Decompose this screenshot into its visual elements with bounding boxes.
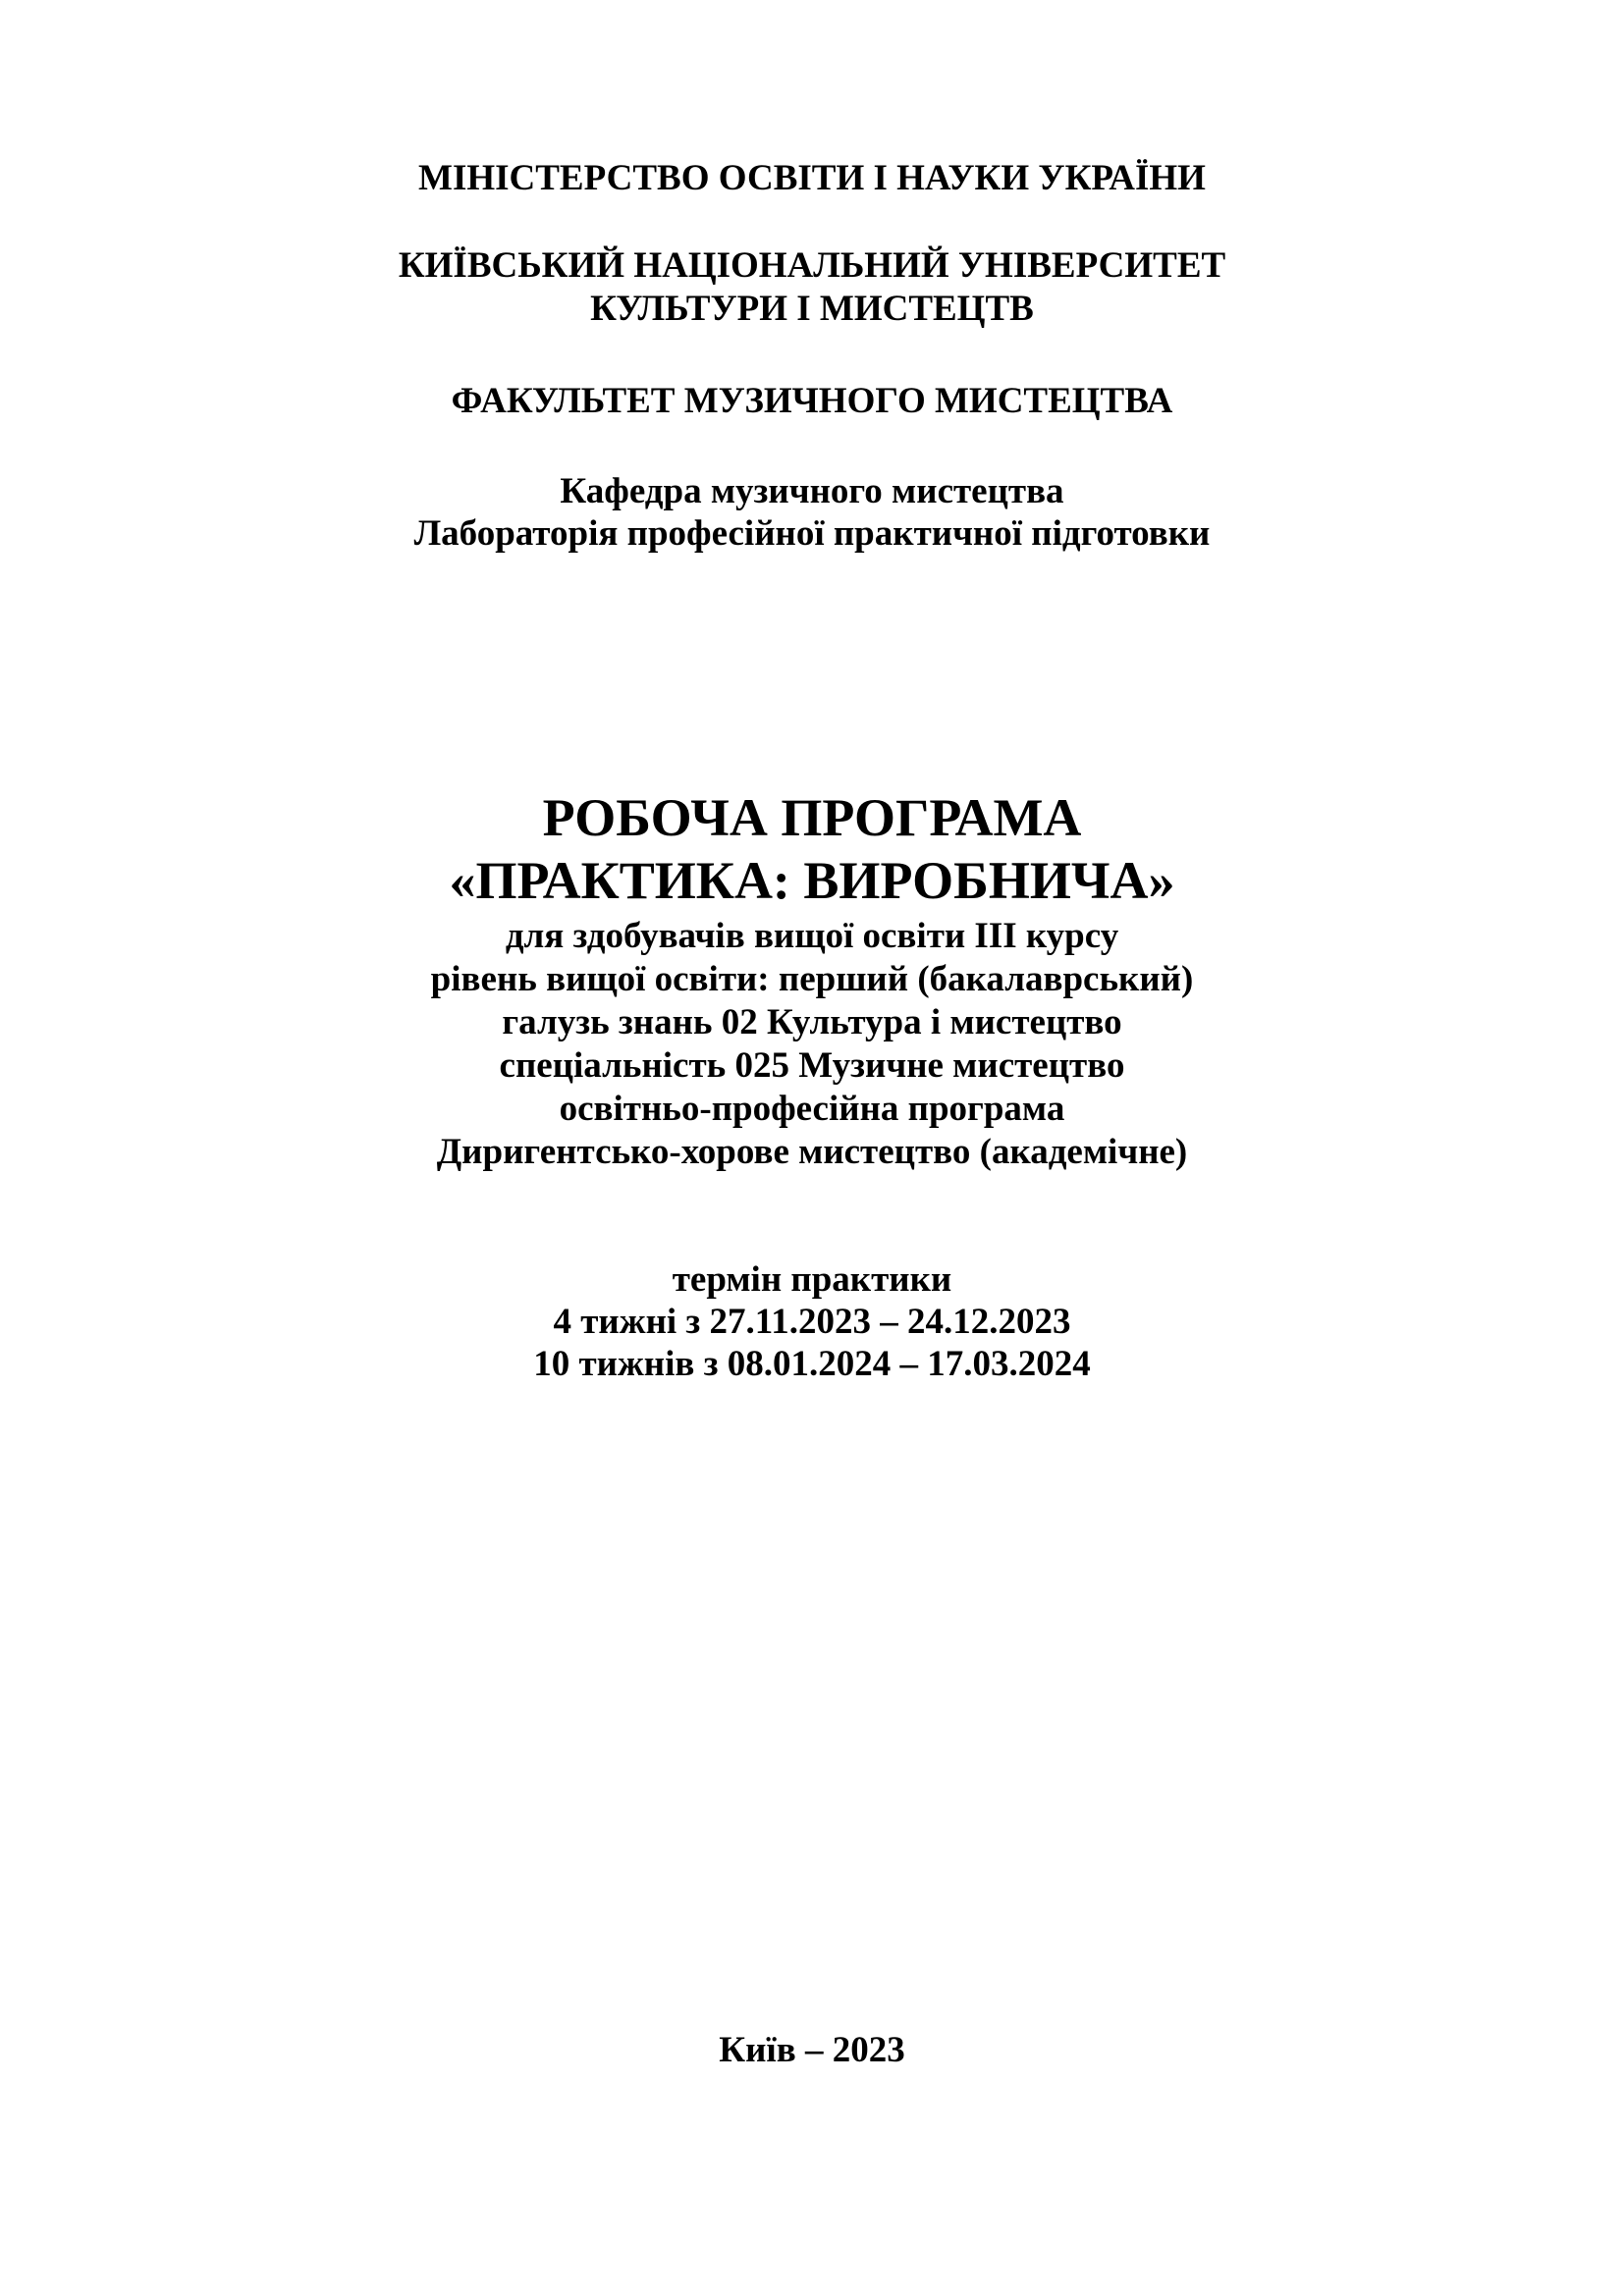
program-detail-level: рівень вищої освіти: перший (бакалаврський) [430, 959, 1194, 999]
program-subtitle: «ПРАКТИКА: ВИРОБНИЧА» [449, 851, 1175, 910]
program-detail-program-name: Диригентсько-хорове мистецтво (академічне) [436, 1132, 1188, 1172]
practice-period-1: 4 тижні з 27.11.2023 – 24.12.2023 [553, 1302, 1071, 1342]
department-name: Кафедра музичного мистецтва [560, 471, 1064, 511]
ministry-heading: МІНІСТЕРСТВО ОСВІТИ І НАУКИ УКРАЇНИ [418, 158, 1206, 198]
program-detail-field: галузь знань 02 Культура і мистецтво [502, 1002, 1122, 1042]
place-year: Київ – 2023 [719, 2030, 905, 2070]
program-title: РОБОЧА ПРОГРАМА [542, 788, 1082, 847]
program-detail-students: для здобувачів вищої освіти ІІІ курсу [505, 916, 1119, 956]
practice-term-label: термін практики [672, 1259, 952, 1300]
program-detail-program-type: освітньо-професійна програма [559, 1089, 1065, 1129]
university-heading-line1: КИЇВСЬКИЙ НАЦІОНАЛЬНИЙ УНІВЕРСИТЕТ [398, 245, 1226, 286]
faculty-heading: ФАКУЛЬТЕТ МУЗИЧНОГО МИСТЕЦТВА [451, 381, 1173, 421]
program-detail-specialty: спеціальність 025 Музичне мистецтво [499, 1045, 1125, 1086]
laboratory-name: Лабораторія професійної практичної підготовки [413, 513, 1211, 554]
university-heading-line2: КУЛЬТУРИ І МИСТЕЦТВ [590, 289, 1034, 329]
practice-period-2: 10 тижнів з 08.01.2024 – 17.03.2024 [533, 1344, 1091, 1384]
